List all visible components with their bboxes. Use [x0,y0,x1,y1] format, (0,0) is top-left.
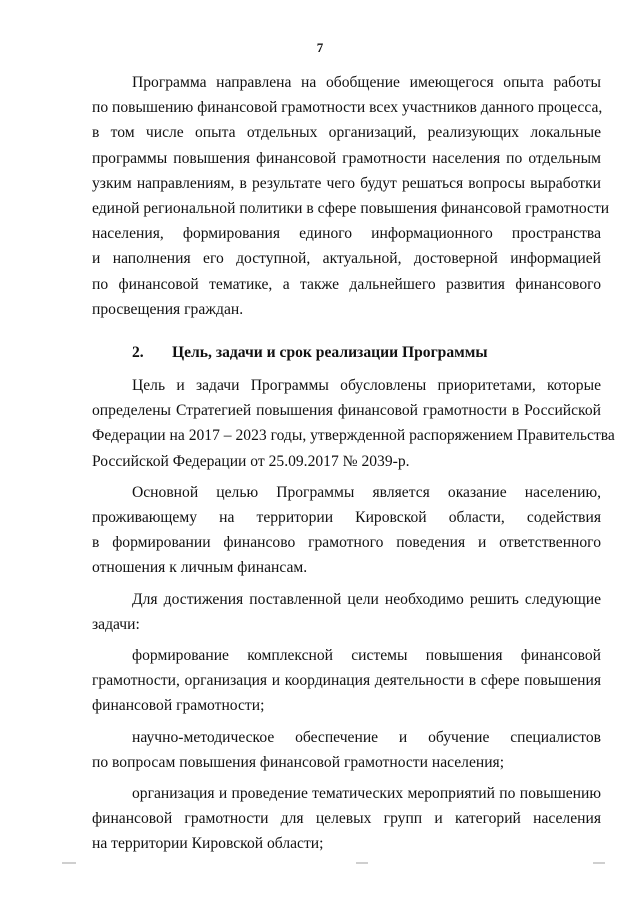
task-item-events [92,781,601,857]
intro-paragraph [92,70,610,322]
text-line: формирование комплексной системы повышения финансовой [132,646,601,664]
text-line: единой региональной политики в сфере повышения финансовой грамотности [92,199,610,217]
text-line: населения, формирования единого информационного пространства [92,225,601,243]
text-line: проживающему на территории Кировской области, содействия [92,509,601,527]
text-line: на территории Кировской области; [92,835,324,853]
text-line: программы повышения финансовой грамотности населения по отдельным [92,149,601,167]
text-line: Федерации на 2017 – 2023 годы, утвержденной распоряжением Правительства [92,427,615,445]
section-title: Цель, задачи и срок реализации Программы [172,343,488,361]
task-item-system [92,643,601,719]
text-line: Основной целью Программы является оказание населению, [132,483,601,501]
text-line: в том числе опыта отдельных организаций, реализующих локальные [92,124,601,142]
scan-mark-right [593,862,605,864]
text-line: по вопросам повышения финансовой грамотности населения; [92,753,505,771]
text-line: Программа направлена на обобщение имеющегося опыта работы [132,74,601,91]
section-heading [92,340,601,365]
text-line: в формировании финансово грамотного поведения и ответственного [92,534,601,552]
document-body [92,70,615,856]
paragraph-tasks-intro [92,587,601,637]
text-line: отношения к личным финансам. [92,559,308,577]
text-line: Цель и задачи Программы обусловлены приоритетами, которые [132,377,601,395]
text-line: и наполнения его доступной, актуальной, достоверной информацией [92,250,601,268]
text-line: финансовой грамотности; [92,697,265,715]
text-line: просвещения граждан. [92,300,244,318]
task-item-training [92,725,601,775]
text-line: финансовой грамотности для целевых групп и категорий населения [92,810,601,828]
text-line: научно-методическое обеспечение и обучение специалистов [132,728,601,746]
paragraph-main-goal [92,480,601,581]
text-line: Российской Федерации от 25.09.2017 № 2039-р. [92,452,410,470]
text-line: определены Стратегией повышения финансовой грамотности в Российской [92,402,601,420]
text-line: грамотности, организация и координация деятельности в сфере повышения [92,672,601,690]
scan-mark-center [356,862,368,864]
section-number: 2. [132,343,144,361]
text-line: по финансовой тематике, а также дальнейшего развития финансового [92,275,601,293]
text-line: Для достижения поставленной цели необходимо решить следующие [132,590,601,608]
text-line: по повышению финансовой грамотности всех участников данного процесса, [92,99,603,117]
scan-mark-left [62,862,76,864]
page-number: 7 [316,40,324,55]
paragraph-goals-basis [92,373,615,474]
text-line: узким направлениям, в результате чего будут решаться вопросы выработки [92,174,601,192]
text-line: организация и проведение тематических мероприятий по повышению [132,784,601,802]
text-line: задачи: [92,615,140,633]
